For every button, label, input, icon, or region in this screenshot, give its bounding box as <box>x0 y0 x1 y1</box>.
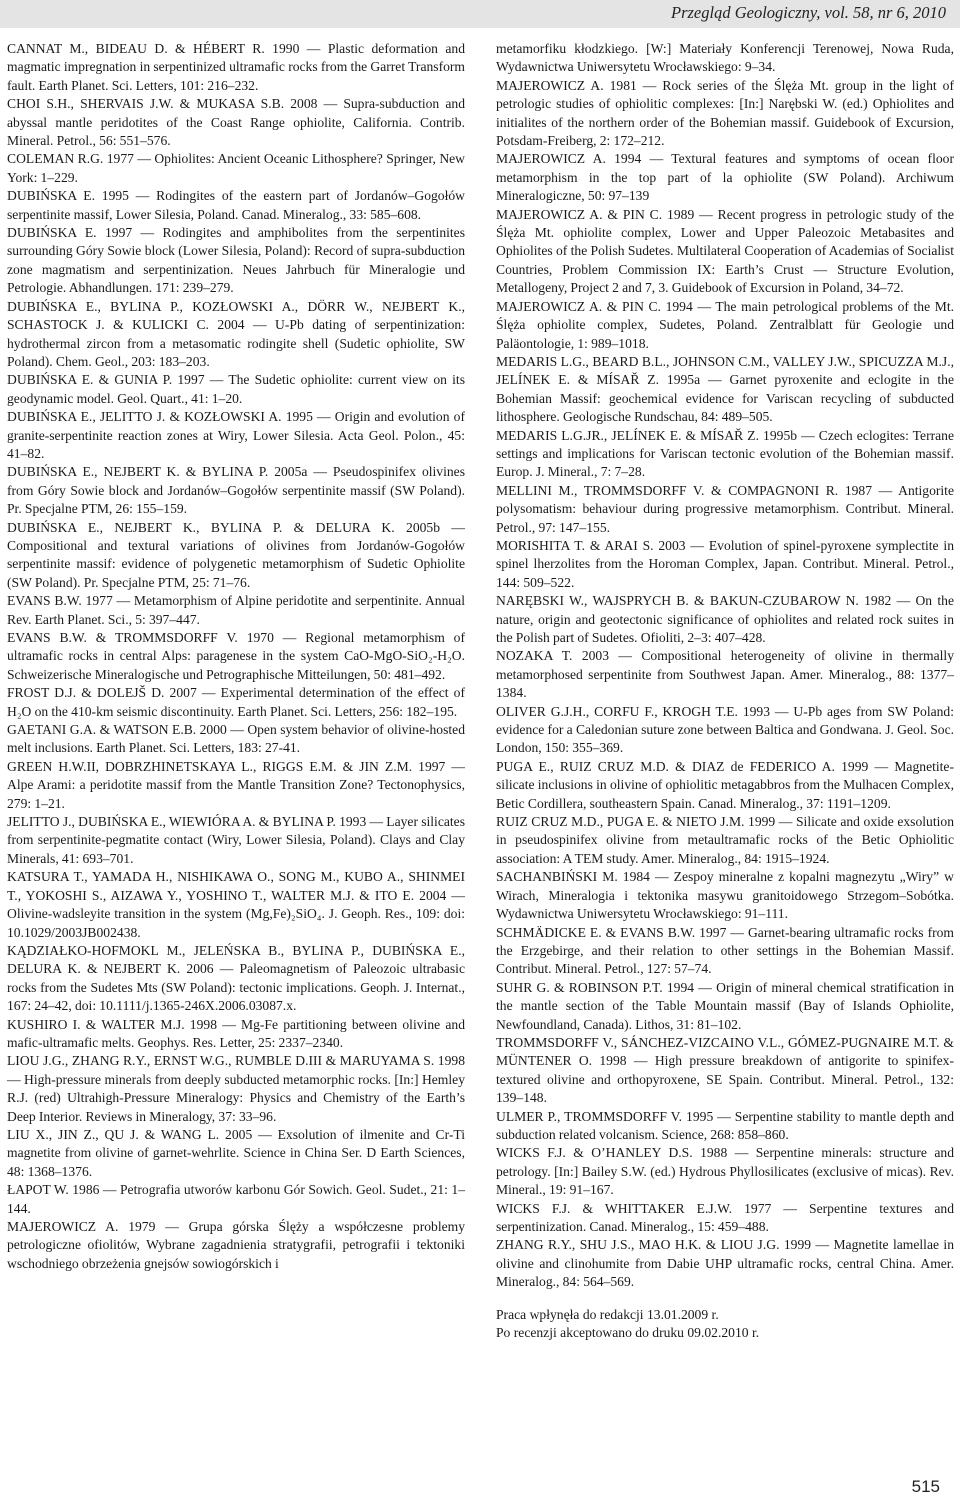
reference-entry: DUBIŃSKA E. 1997 — Rodingites and amphibolites from the serpentinites surrounding Góry Sowie block (Lower Silesia, Poland): Record of supra-subduction zone magmatism and serpentinization. Neues Jahrbuch für Mineralogie und Petrologie. Abhandlungen. 171: 239–279. <box>7 225 465 296</box>
reference-entry: DUBIŃSKA E., NEJBERT K. & BYLINA P. 2005a — Pseudospinifex olivines from Góry Sowie block and Jordanów–Gogołów serpentinite massif (SW Poland). Pr. Specjalne PTM, 26: 155–159. <box>7 464 465 517</box>
reference-entry: EVANS B.W. 1977 — Metamorphism of Alpine peridotite and serpentinite. Annual Rev. Earth Planet. Sci., 5: 397–447. <box>7 593 465 627</box>
reference-entry: ŁAPOT W. 1986 — Petrografia utworów karbonu Gór Sowich. Geol. Sudet., 21: 1–144. <box>7 1182 465 1216</box>
reference-entry: NOZAKA T. 2003 — Compositional heterogeneity of olivine in thermally metamorphosed serpentinite from Southwest Japan. Amer. Mineralog., 88: 1377–1384. <box>496 648 954 701</box>
reference-entry: MEDARIS L.G., BEARD B.L., JOHNSON C.M., VALLEY J.W., SPICUZZA M.J., JELÍNEK E. & MÍSAŘ Z. 1995a — Garnet pyroxenite and eclogite in the Bohemian Massif: geochemical evidence for Variscan recycling of subducted lithosphere. Geologische Rundschau, 84: 489–505. <box>496 353 954 425</box>
journal-header-bar <box>0 0 960 28</box>
reference-entry: GAETANI G.A. & WATSON E.B. 2000 — Open system behavior of olivine-hosted melt inclusions. Earth Planet. Sci. Letters, 183: 27-41. <box>7 722 465 756</box>
journal-title: Przegląd Geologiczny, vol. 58, nr 6, 2010 <box>671 3 946 22</box>
reference-entry: TROMMSDORFF V., SÁNCHEZ-VIZCAINO V.L., GÓMEZ-PUGNAIRE M.T. & MÜNTENER O. 1998 — High pressure breakdown of antigorite to spinifex-textured olivine and orthopyroxene, SE Spain. Contribut. Mineral. Petrol., 132: 139–148. <box>496 1034 954 1106</box>
reference-entry: NARĘBSKI W., WAJSPRYCH B. & BAKUN-CZUBAROW N. 1982 — On the nature, origin and geotectonic significance of ophiolites and related rock suites in the Polish part of Sudetes. Ofioliti, 2–3: 407–428. <box>496 593 954 645</box>
reference-entry: DUBIŃSKA E., JELITTO J. & KOZŁOWSKI A. 1995 — Origin and evolution of granite-serpentinite reaction zones at Wiry, Lower Silesia. Acta Geol. Polon., 45: 41–82. <box>7 409 465 461</box>
reference-entry: ULMER P., TROMMSDORFF V. 1995 — Serpentine stability to mantle depth and subduction related volcanism. Science, 268: 858–860. <box>496 1108 954 1142</box>
reference-entry: MAJEROWICZ A. & PIN C. 1994 — The main petrological problems of the Mt. Ślęża ophiolite complex, Sudetes, Poland. Zentralblatt für Geologie und Paläontologie, 1: 989–1018. <box>496 298 954 351</box>
reference-entry: CANNAT M., BIDEAU D. & HÉBERT R. 1990 — Plastic deformation and magmatic impregnation in serpentinized ultramafic rocks from the Garret Transform fault. Earth Planet. Sci. Letters, 101: 216–232. <box>7 41 465 93</box>
reference-entry: MELLINI M., TROMMSDORFF V. & COMPAGNONI R. 1987 — Antigorite polysomatism: behaviour during progressive metamorphism. Contribut. Mineral. Petrol., 97: 147–155. <box>496 482 954 535</box>
reference-entry: ZHANG R.Y., SHU J.S., MAO H.K. & LIOU J.G. 1999 — Magnetite lamellae in olivine and clinohumite from Dabie UHP ultramafic rocks, central China. Amer. Mineralog., 84: 564–569. <box>496 1237 954 1290</box>
reference-entry: EVANS B.W. & TROMMSDORFF V. 1970 — Regional metamorphism of ultramafic rocks in central Alps: paragenese in the system CaO-MgO-SiO₂-H₂O. Schweizerische Mineralogische und Petrographische Mitteilungen, 50: 481–492. <box>7 630 465 682</box>
reference-entry: RUIZ CRUZ M.D., PUGA E. & NIETO J.M. 1999 — Silicate and oxide exsolution in pseudospinifex olivine from metaultramafic rocks of the Betic Ophiolitic association: A TEM study. Amer. Mineralog., 84: 1915–1924. <box>496 814 954 866</box>
reference-entry: DUBIŃSKA E. 1995 — Rodingites of the eastern part of Jordanów–Gogołów serpentinite massif, Lower Silesia, Poland. Canad. Mineralog., 33: 585–608. <box>7 188 465 222</box>
reference-entry: COLEMAN R.G. 1977 — Ophiolites: Ancient Oceanic Lithosphere? Springer, New York: 1–229. <box>7 151 465 185</box>
reference-entry: KUSHIRO I. & WALTER M.J. 1998 — Mg-Fe partitioning between olivine and mafic-ultramafic melts. Geophys. Res. Letter, 25: 2337–2340. <box>7 1016 465 1050</box>
reference-entry: GREEN H.W.II, DOBRZHINETSKAYA L., RIGGS E.M. & JIN Z.M. 1997 — Alpe Arami: a peridotite massif from the Mantle Transition Zone? Tectonophysics, 279: 1–21. <box>7 758 465 811</box>
reference-entry: MORISHITA T. & ARAI S. 2003 — Evolution of spinel-pyroxene symplectite in spinel lherzolites from the Horoman Complex, Japan. Contribut. Mineral. Petrol., 144: 509–522. <box>496 537 954 590</box>
reference-entry: LIOU J.G., ZHANG R.Y., ERNST W.G., RUMBLE D.III & MARUYAMA S. 1998 — High-pressure minerals from deeply subducted metamorphic rocks. [In:] Hemley R.J. (red) Ultrahigh-Pressure Mineralogy: Physics and Chemistry of the Earth’s Deep Interior. Reviews in Mineralogy, 37: 33–96. <box>7 1053 465 1124</box>
reference-entry: PUGA E., RUIZ CRUZ M.D. & DIAZ de FEDERICO A. 1999 — Magnetite-silicate inclusions in olivine of ophiolitic metagabbros from the Mulhacen Complex, Betic Cordillera, southeastern Spain. Canad. Mineralog., 37: 1191–1209. <box>496 758 954 811</box>
reference-entry: DUBIŃSKA E. & GUNIA P. 1997 — The Sudetic ophiolite: current view on its geodynamic model. Geol. Quart., 41: 1–20. <box>7 372 465 406</box>
reference-entry: LIU X., JIN Z., QU J. & WANG L. 2005 — Exsolution of ilmenite and Cr-Ti magnetite from olivine of garnet-wehrlite. Science in China Ser. D Earth Sciences, 48: 1368–1376. <box>7 1126 465 1179</box>
reference-entry: WICKS F.J. & WHITTAKER E.J.W. 1977 — Serpentine textures and serpentinization. Canad. Mineralog., 15: 459–488. <box>496 1200 954 1234</box>
reference-entry: DUBIŃSKA E., NEJBERT K., BYLINA P. & DELURA K. 2005b — Compositional and textural variations of olivines from Jordanów-Gogołów serpentinite massif: evidence of polygenetic metamorphism of Sudetic Ophiolite (SW Poland). Pr. Specjalne PTM, 25: 71–76. <box>7 519 465 590</box>
reference-entry: MEDARIS L.G.JR., JELÍNEK E. & MÍSAŘ Z. 1995b — Czech eclogites: Terrane settings and implications for Variscan tectonic evolution of the Bohemian massif. Europ. J. Mineral., 7: 7–28. <box>496 427 954 480</box>
editorial-notes <box>496 1306 954 1343</box>
reference-entry: DUBIŃSKA E., BYLINA P., KOZŁOWSKI A., DÖRR W., NEJBERT K., SCHASTOCK J. & KULICKI C. 2004 — U-Pb dating of serpentinization: hydrothermal zircon from a metasomatic rodingite shell (Sudetic ophiolite, SW Poland). Chem. Geol., 203: 183–203. <box>7 298 465 369</box>
reference-entry: KATSURA T., YAMADA H., NISHIKAWA O., SONG M., KUBO A., SHINMEI T., YOKOSHI S., AIZAWA Y., YOSHINO T., WALTER M.J. & ITO E. 2004 — Olivine-wadsleyite transition in the system (Mg,Fe)₂SiO₄. J. Geoph. Res., 109: doi: 10.1029/2003JB002438. <box>7 869 465 940</box>
reference-entry: OLIVER G.J.H., CORFU F., KROGH T.E. 1993 — U-Pb ages from SW Poland: evidence for a Caledonian suture zone between Baltica and Gondwana. J. Geol. Soc. London, 150: 355–369. <box>496 703 954 756</box>
reference-entry: JELITTO J., DUBIŃSKA E., WIEWIÓRA A. & BYLINA P. 1993 — Layer silicates from serpentinite-pegmatite contact (Wiry, Lower Silesia, Poland). Clays and Clay Minerals, 41: 693–701. <box>7 814 465 866</box>
reference-entry: KĄDZIAŁKO-HOFMOKL M., JELEŃSKA B., BYLINA P., DUBIŃSKA E., DELURA K. & NEJBERT K. 2006 — Paleomagnetism of Paleozoic ultrabasic rocks from the Sudetes Mts (SW Poland): tectonic implications. Geoph. J. Internat., 167: 24–42, doi: 10.1111/j.1365-246X.2006.03087.x. <box>7 942 465 1014</box>
reference-entry: SACHANBIŃSKI M. 1984 — Zespoy mineralne z kopalni magnezytu „Wiry” w Wirach, Mineralogia i tektonika masywu granitoidowego Strzegom–Sobótka. Wydawnictwa Uniwersytetu Wrocławskiego: 91–111. <box>496 869 954 922</box>
accepted-note: Po recenzji akceptowano do druku 09.02.2010 r. <box>496 1325 760 1341</box>
reference-entry: WICKS F.J. & O’HANLEY D.S. 1988 — Serpentine minerals: structure and petrology. [In:] Bailey S.W. (ed.) Hydrous Phyllosilicates (exclusive of micas). Rev. Mineral., 19: 91–167. <box>496 1145 954 1198</box>
reference-entry: MAJEROWICZ A. & PIN C. 1989 — Recent progress in petrologic study of the Ślęża Mt. ophiolite complex, Lower and Upper Paleozoic Metabasites and Ophiolites of the Polish Sudetes. Multilateral Cooperation of Academias of Socialist Countries, Problem Commission IX: Earth’s Crust — Structure Evolution, Metallogeny, Project 2 and 7, 3. Guidebook of Excursion in Poland, 34–72. <box>496 206 954 296</box>
reference-entry: CHOI S.H., SHERVAIS J.W. & MUKASA S.B. 2008 — Supra-subduction and abyssal mantle peridotites of the Coast Range ophiolite, California. Contrib. Mineral. Petrol., 56: 551–576. <box>7 96 465 149</box>
received-note: Praca wpłynęła do redakcji 13.01.2009 r. <box>496 1306 719 1322</box>
reference-entry: MAJEROWICZ A. 1979 — Grupa górska Ślęży a współczesne problemy petrologicznе ofiolitów, Wybrane zagadnienia stratygrafii, petrografii i tektoniki wschodniego obrzeżenia gnejsów sowiogórskich i <box>7 1219 465 1271</box>
references-left-column <box>7 40 465 1273</box>
reference-entry: MAJEROWICZ A. 1981 — Rock series of the Ślęża Mt. group in the light of petrologic studies of ophiolitic complexes: [In:] Narębski W. (ed.) Ophiolites and initialites of the northern order of the Bohemian massif. Guidebook of Excursion, Potsdam-Freiberg, 2: 172–212. <box>496 77 954 149</box>
reference-entry: SCHMÄDICKE E. & EVANS B.W. 1997 — Garnet-bearing ultramafic rocks from the Erzgebirge, and their relation to other settings in the Bohemian Massif. Contribut. Mineral. Petrol., 127: 57–74. <box>496 924 954 977</box>
reference-entry: FROST D.J. & DOLEJŠ D. 2007 — Experimental determination of the effect of H₂O on the 410-km seismic discontinuity. Earth Planet. Sci. Letters, 256: 182–195. <box>7 685 465 719</box>
reference-entry: SUHR G. & ROBINSON P.T. 1994 — Origin of mineral chemical stratification in the mantle section of the Table Mountain massif (Bay of Islands Ophiolite, Newfoundland, Canada). Lithos, 31: 81–102. <box>496 979 954 1032</box>
right-reference-list <box>496 40 954 1292</box>
references-right-column <box>496 40 954 1342</box>
reference-entry: MAJEROWICZ A. 1994 — Textural features and symptoms of ocean floor metamorphism in the top part of la ophiolite (SW Poland). Archiwum Mineralogiczne, 50: 97–139 <box>496 151 954 204</box>
page-number: 515 <box>911 1477 940 1496</box>
reference-entry: metamorfiku kłodzkiego. [W:] Materiały Konferencji Terenowej, Nowa Ruda, Wydawnictwa Uniwersytetu Wrocławskiego: 9–34. <box>496 41 954 75</box>
